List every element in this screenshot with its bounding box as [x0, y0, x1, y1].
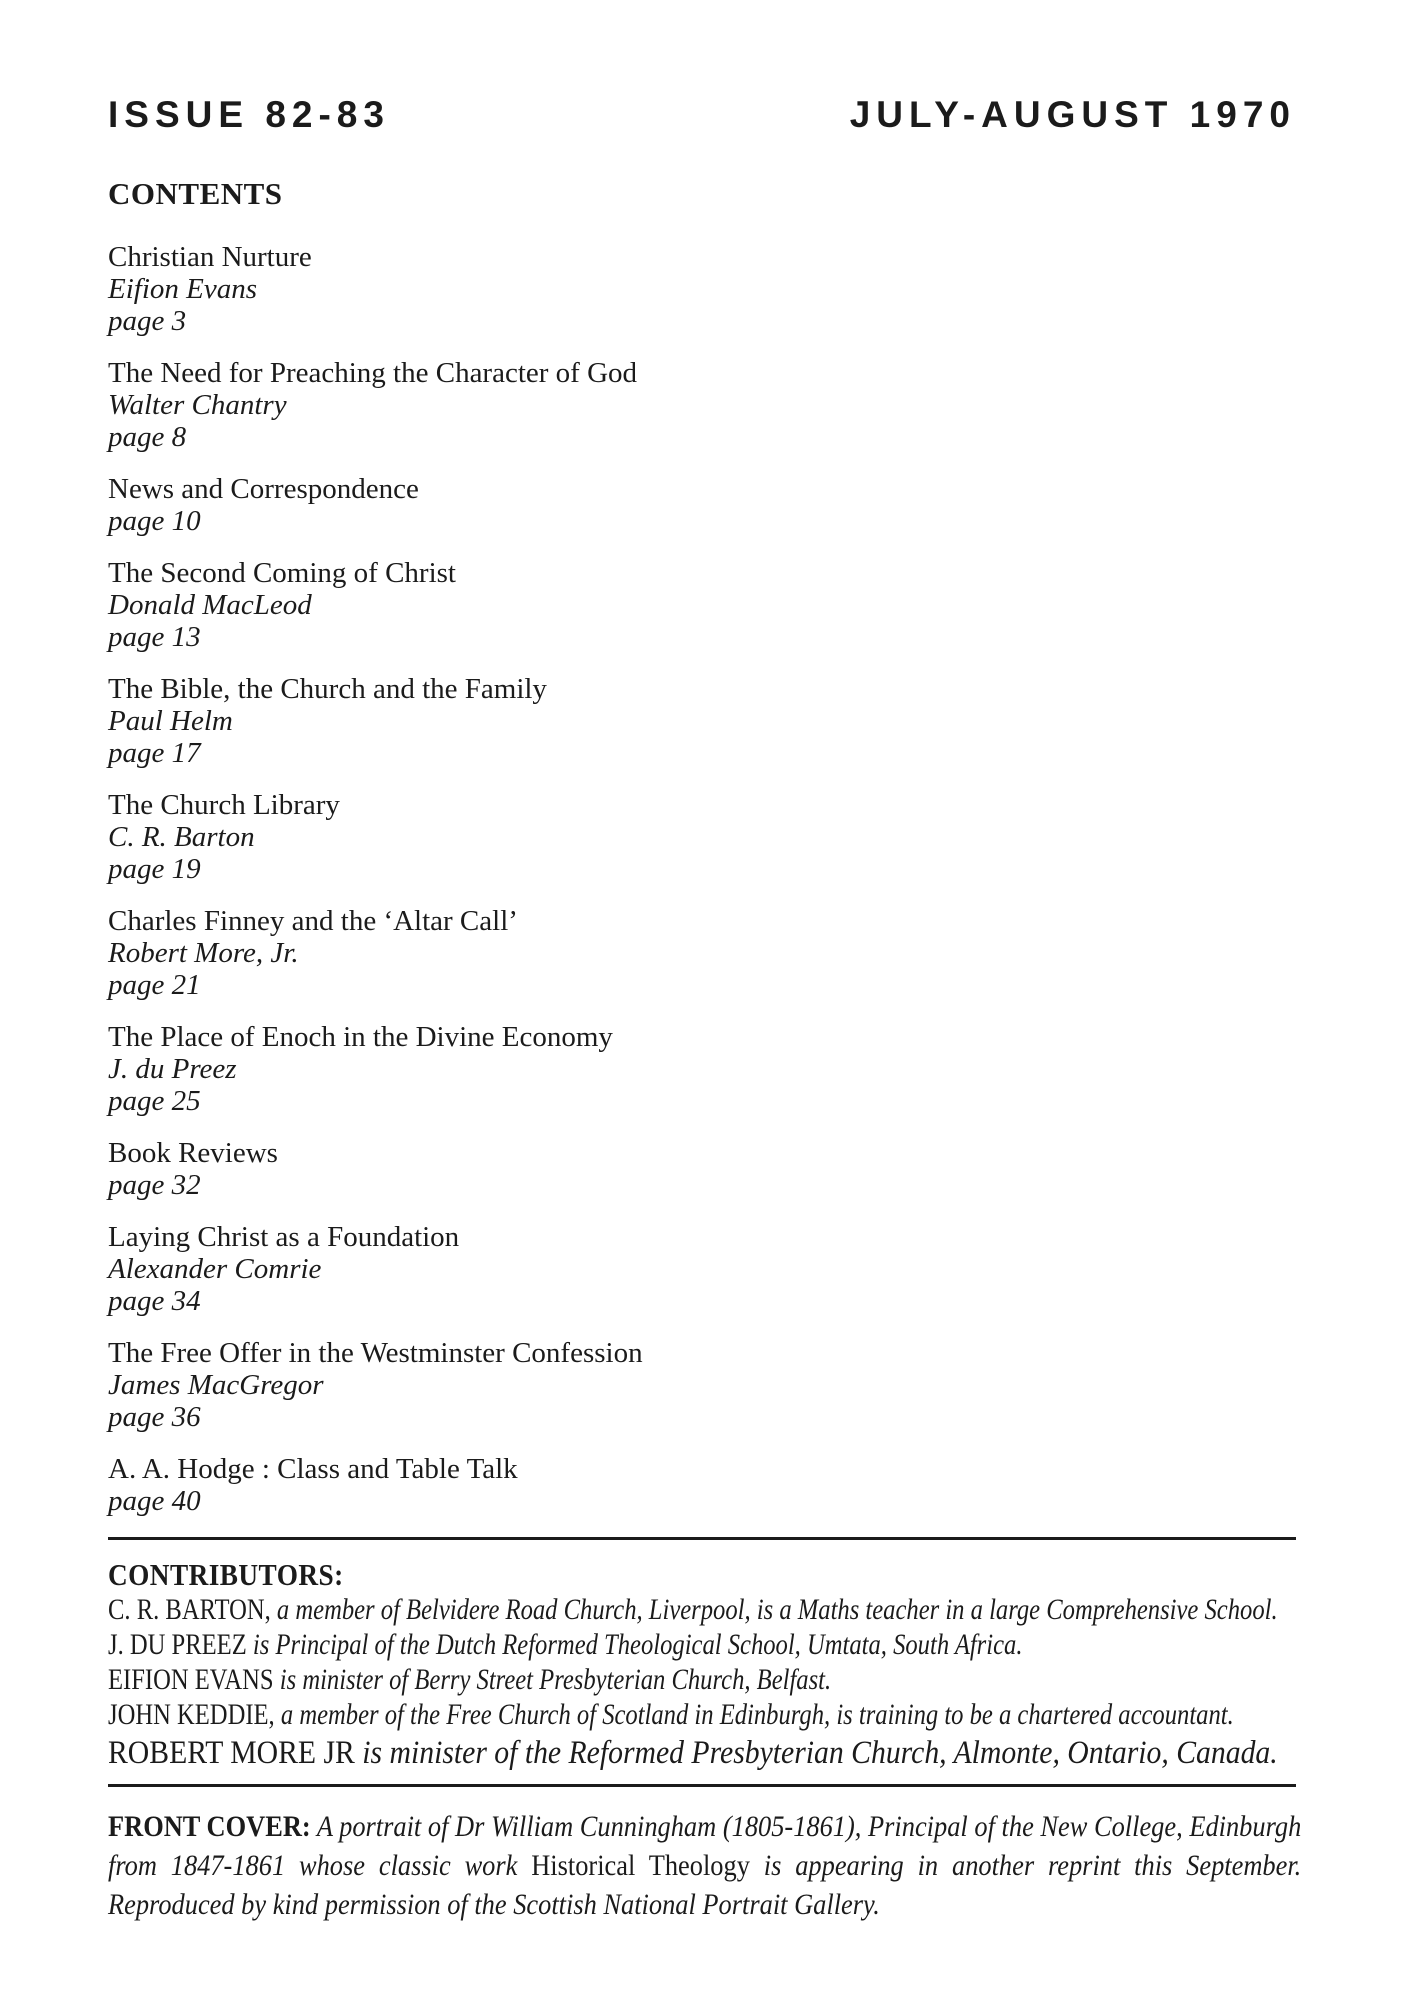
contributor-name: EIFION EVANS: [108, 1663, 274, 1696]
divider: [108, 1784, 1296, 1787]
contributor-bio: a member of the Free Church of Scotland in Edinburgh, is training to be a chartered accountant.: [274, 1698, 1234, 1731]
contributors-heading: CONTRIBUTORS:: [108, 1557, 344, 1592]
contributor-bio: is minister of the Reformed Presbyterian Church, Almonte, Ontario, Canada.: [354, 1735, 1278, 1771]
article-author: J. du Preez: [108, 1053, 237, 1085]
article-author: Walter Chantry: [108, 389, 287, 421]
article-title: Christian Nurture: [108, 241, 312, 273]
article-title: The Free Offer in the Westminster Confession: [108, 1337, 643, 1369]
article-page: page 13: [108, 621, 201, 653]
article-title: The Need for Preaching the Character of God: [108, 357, 638, 389]
article-page: page 3: [108, 305, 187, 337]
front-cover-book-title: Historical Theology: [531, 1849, 750, 1882]
article-page: page 40: [108, 1485, 201, 1517]
contributor-entry: [108, 1697, 1234, 1732]
article-page: page 19: [108, 853, 201, 885]
toc-entry: [108, 357, 1296, 453]
article-title: Book Reviews: [108, 1137, 278, 1169]
contributor-name: JOHN KEDDIE,: [108, 1698, 275, 1731]
article-title: The Place of Enoch in the Divine Economy: [108, 1021, 613, 1053]
front-cover-note: [108, 1807, 1301, 1924]
article-page: page 25: [108, 1085, 201, 1117]
contributor-name: ROBERT MORE JR: [108, 1735, 355, 1771]
front-cover-text-before: A portrait of Dr William Cunningham (1805-1861), Principal of the New College, Edinburgh from 1847-1861 whose classic work: [108, 1810, 1302, 1882]
toc-entry: [108, 673, 1296, 769]
contents-heading: CONTENTS: [108, 176, 283, 211]
table-of-contents: [108, 241, 1296, 1517]
article-title: Charles Finney and the ‘Altar Call’: [108, 905, 518, 937]
contributor-bio: is Principal of the Dutch Reformed Theological School, Umtata, South Africa.: [246, 1628, 1023, 1661]
toc-entry: [108, 905, 1296, 1001]
article-title: News and Correspondence: [108, 473, 419, 505]
contributor-bio: is minister of Berry Street Presbyterian Church, Belfast.: [273, 1663, 832, 1696]
article-author: Robert More, Jr.: [108, 937, 299, 969]
contributor-entry: [108, 1627, 1022, 1662]
article-title: The Bible, the Church and the Family: [108, 673, 547, 705]
article-author: Paul Helm: [108, 705, 233, 737]
front-cover-label: FRONT COVER:: [108, 1810, 311, 1843]
toc-entry: [108, 473, 1296, 537]
article-page: page 34: [108, 1285, 201, 1317]
contributor-name: C. R. BARTON,: [108, 1593, 271, 1626]
issue-number: ISSUE 82-83: [108, 94, 390, 135]
article-page: page 32: [108, 1169, 201, 1201]
article-author: Alexander Comrie: [108, 1253, 322, 1285]
article-title: Laying Christ as a Foundation: [108, 1221, 460, 1253]
contributor-bio: a member of Belvidere Road Church, Liverpool, is a Maths teacher in a large Comprehensive School.: [270, 1593, 1278, 1626]
article-author: Eifion Evans: [108, 273, 258, 305]
toc-entry: [108, 1221, 1296, 1317]
contributor-entry: [108, 1732, 1278, 1774]
contributor-entry: [108, 1662, 831, 1697]
article-page: page 8: [108, 421, 187, 453]
contributor-name: J. DU PREEZ: [108, 1628, 247, 1661]
article-page: page 17: [108, 737, 201, 769]
contributor-entry: [108, 1592, 1278, 1627]
article-page: page 21: [108, 969, 201, 1001]
article-title: The Second Coming of Christ: [108, 557, 456, 589]
article-page: page 10: [108, 505, 201, 537]
article-author: Donald MacLeod: [108, 589, 312, 621]
divider: [108, 1537, 1296, 1540]
article-page: page 36: [108, 1401, 201, 1433]
toc-entry: [108, 1021, 1296, 1117]
publication-date: JULY-AUGUST 1970: [849, 94, 1296, 135]
toc-entry: [108, 1137, 1296, 1201]
toc-entry: [108, 789, 1296, 885]
article-title: The Church Library: [108, 789, 340, 821]
toc-entry: [108, 1453, 1296, 1517]
article-title: A. A. Hodge : Class and Table Talk: [108, 1453, 518, 1485]
toc-entry: [108, 1337, 1296, 1433]
masthead: [108, 96, 1296, 133]
front-cover-text-after: is appearing in another reprint this September. Reproduced by kind permission of the Scottish National Portrait Gallery.: [108, 1849, 1302, 1921]
toc-entry: [108, 241, 1296, 337]
article-author: James MacGregor: [108, 1369, 324, 1401]
toc-entry: [108, 557, 1296, 653]
article-author: C. R. Barton: [108, 821, 255, 853]
contributors-section: [108, 1558, 1296, 1774]
